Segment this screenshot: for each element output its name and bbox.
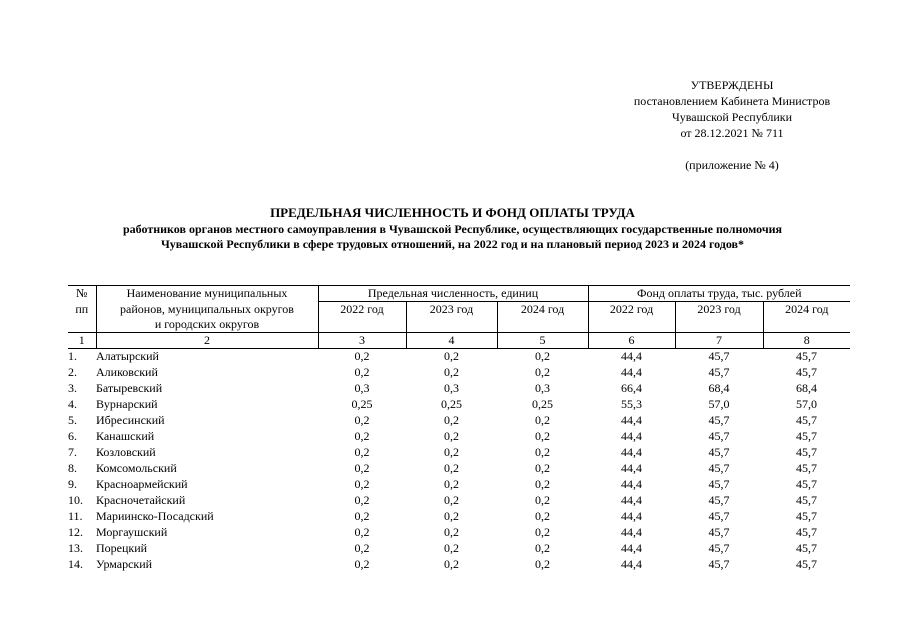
fund-2024-cell: 45,7	[796, 557, 818, 571]
table-row	[68, 365, 850, 381]
header-index-2: 2	[96, 332, 318, 348]
count-2023-cell: 0,2	[444, 461, 459, 475]
count-2022-cell: 0,2	[354, 477, 370, 491]
district-name-cell: Мариинско-Посадский	[96, 509, 214, 523]
count-2022-cell: 0,2	[354, 365, 370, 379]
table-row	[68, 541, 850, 557]
fund-2024-cell: 57,0	[796, 397, 818, 411]
row-number-cell: 9.	[68, 477, 77, 491]
fund-2023-cell: 45,7	[708, 509, 730, 523]
table-row	[68, 397, 850, 413]
fund-2023-cell: 45,7	[708, 429, 730, 443]
fund-2024-cell: 45,7	[796, 429, 818, 443]
district-name-cell: Батыревский	[96, 381, 163, 395]
count-2024-cell: 0,2	[535, 349, 550, 363]
fund-2022-cell: 55,3	[621, 397, 643, 411]
fund-2024-cell: 68,4	[796, 381, 818, 395]
count-2024-cell: 0,2	[535, 477, 550, 491]
header-group-fund: Фонд оплаты труда, тыс. рублей	[588, 286, 850, 302]
fund-2023-cell: 68,4	[708, 381, 730, 395]
header-year-fund-2022: 2022 год	[588, 302, 675, 333]
fund-2022-cell: 44,4	[621, 477, 643, 491]
fund-2023-cell: 45,7	[708, 477, 730, 491]
count-2024-cell: 0,2	[535, 413, 550, 427]
header-index-3: 3	[318, 332, 406, 348]
header-year-count-2022: 2022 год	[318, 302, 406, 333]
count-2022-cell: 0,2	[354, 557, 370, 571]
row-number-cell: 1.	[68, 349, 77, 363]
count-2023-cell: 0,2	[444, 365, 459, 379]
fund-2023-cell: 45,7	[708, 557, 730, 571]
fund-2024-cell: 45,7	[796, 461, 818, 475]
table-row	[68, 509, 850, 525]
fund-2022-cell: 44,4	[621, 365, 643, 379]
header-year-count-2023: 2023 год	[406, 302, 497, 333]
approval-block	[612, 77, 852, 173]
fund-2022-cell: 44,4	[621, 349, 643, 363]
fund-2023-cell: 45,7	[708, 445, 730, 459]
approval-heading: УТВЕРЖДЕНЫ	[690, 78, 774, 92]
row-number-cell: 8.	[68, 461, 77, 475]
district-name-cell: Козловский	[96, 445, 156, 459]
appendix-label: (приложение № 4)	[685, 158, 779, 172]
fund-2023-cell: 45,7	[708, 413, 730, 427]
header-year-fund-2023: 2023 год	[675, 302, 763, 333]
count-2022-cell: 0,3	[354, 381, 370, 395]
table-body	[68, 348, 850, 573]
district-name-cell: Урмарский	[96, 557, 153, 571]
count-2023-cell: 0,3	[444, 381, 459, 395]
fund-2023-cell: 45,7	[708, 525, 730, 539]
table-row	[68, 461, 850, 477]
row-number-cell: 3.	[68, 381, 77, 395]
header-index-6: 6	[588, 332, 675, 348]
count-2023-cell: 0,2	[444, 413, 459, 427]
fund-2024-cell: 45,7	[796, 349, 818, 363]
table-row	[68, 477, 850, 493]
fund-2024-cell: 45,7	[796, 445, 818, 459]
fund-2023-cell: 45,7	[708, 541, 730, 555]
count-2024-cell: 0,25	[532, 397, 553, 411]
fund-2024-cell: 45,7	[796, 477, 818, 491]
fund-2022-cell: 44,4	[621, 557, 643, 571]
header-num-line1: №	[68, 286, 96, 302]
fund-2024-cell: 45,7	[796, 541, 818, 555]
fund-2023-cell: 45,7	[708, 493, 730, 507]
count-2024-cell: 0,2	[535, 493, 550, 507]
table-row	[68, 557, 850, 573]
header-year-count-2024: 2024 год	[497, 302, 588, 333]
fund-2024-cell: 45,7	[796, 525, 818, 539]
count-2022-cell: 0,2	[354, 445, 370, 459]
fund-2022-cell: 44,4	[621, 541, 643, 555]
table-row	[68, 413, 850, 429]
count-2024-cell: 0,2	[535, 509, 550, 523]
row-number-cell: 5.	[68, 413, 77, 427]
header-name-line2: районов, муниципальных округов	[96, 302, 318, 317]
fund-2024-cell: 45,7	[796, 509, 818, 523]
district-name-cell: Комсомольский	[96, 461, 177, 475]
fund-2022-cell: 44,4	[621, 509, 643, 523]
fund-2023-cell: 45,7	[708, 349, 730, 363]
row-number-cell: 10.	[68, 493, 83, 507]
fund-2024-cell: 45,7	[796, 365, 818, 379]
count-2022-cell: 0,2	[354, 413, 370, 427]
header-name-line1: Наименование муниципальных	[96, 286, 318, 302]
district-name-cell: Аликовский	[96, 365, 158, 379]
district-name-cell: Порецкий	[96, 541, 148, 555]
district-name-cell: Вурнарский	[96, 397, 158, 411]
count-2024-cell: 0,2	[535, 461, 550, 475]
row-number-cell: 2.	[68, 365, 77, 379]
approval-authority: постановлением Кабинета Министров	[633, 94, 831, 108]
district-name-cell: Красноармейский	[96, 477, 188, 491]
document-subtitle-line2: Чувашской Республики в сфере трудовых отношений, на 2022 год и на плановый период 2023 и 2024 годов*	[160, 237, 745, 251]
header-year-fund-2024: 2024 год	[763, 302, 850, 333]
district-name-cell: Красночетайский	[96, 493, 186, 507]
row-number-cell: 7.	[68, 445, 77, 459]
district-name-cell: Моргаушский	[96, 525, 168, 539]
document-title: ПРЕДЕЛЬНАЯ ЧИСЛЕННОСТЬ И ФОНД ОПЛАТЫ ТРУДА	[270, 205, 635, 220]
count-2023-cell: 0,2	[444, 445, 459, 459]
count-2024-cell: 0,2	[535, 557, 550, 571]
count-2022-cell: 0,2	[354, 349, 370, 363]
count-2022-cell: 0,2	[354, 509, 370, 523]
count-2023-cell: 0,2	[444, 557, 459, 571]
table-row	[68, 381, 850, 397]
count-2023-cell: 0,25	[441, 397, 462, 411]
header-name-line3: и городских округов	[96, 317, 318, 333]
header-num-line2: пп	[75, 301, 89, 316]
table-row	[68, 429, 850, 445]
header-num-spacer	[68, 317, 96, 333]
header-index-7: 7	[675, 332, 763, 348]
count-2022-cell: 0,2	[354, 541, 370, 555]
count-2023-cell: 0,2	[444, 525, 459, 539]
row-number-cell: 12.	[68, 525, 83, 539]
header-index-4: 4	[406, 332, 497, 348]
approval-date-number: от 28.12.2021 № 711	[680, 126, 784, 140]
count-2022-cell: 0,2	[354, 493, 370, 507]
district-name-cell: Алатырский	[96, 349, 159, 363]
count-2023-cell: 0,2	[444, 509, 459, 523]
count-2023-cell: 0,2	[444, 429, 459, 443]
limits-table	[68, 285, 850, 573]
row-number-cell: 6.	[68, 429, 77, 443]
fund-2024-cell: 45,7	[796, 493, 818, 507]
count-2023-cell: 0,2	[444, 477, 459, 491]
count-2024-cell: 0,2	[535, 525, 550, 539]
header-index-8: 8	[763, 332, 850, 348]
count-2022-cell: 0,2	[354, 461, 370, 475]
row-number-cell: 11.	[68, 509, 83, 523]
fund-2024-cell: 45,7	[796, 413, 818, 427]
count-2023-cell: 0,2	[444, 541, 459, 555]
row-number-cell: 4.	[68, 397, 77, 411]
fund-2023-cell: 45,7	[708, 461, 730, 475]
count-2024-cell: 0,2	[535, 365, 550, 379]
header-index-5: 5	[497, 332, 588, 348]
table-row	[68, 445, 850, 461]
count-2022-cell: 0,2	[354, 429, 370, 443]
document-subtitle-line1: работников органов местного самоуправления в Чувашской Республике, осуществляющих государственные полномочия	[122, 222, 783, 236]
fund-2022-cell: 44,4	[621, 413, 643, 427]
count-2024-cell: 0,2	[535, 541, 550, 555]
approval-republic: Чувашской Республики	[671, 110, 793, 124]
fund-2022-cell: 66,4	[621, 381, 643, 395]
fund-2022-cell: 44,4	[621, 445, 643, 459]
fund-2022-cell: 44,4	[621, 525, 643, 539]
header-group-count: Предельная численность, единиц	[318, 286, 588, 302]
count-2024-cell: 0,2	[535, 429, 550, 443]
table-row	[68, 493, 850, 509]
row-number-cell: 14.	[68, 557, 83, 571]
fund-2023-cell: 45,7	[708, 365, 730, 379]
fund-2022-cell: 44,4	[621, 461, 643, 475]
count-2022-cell: 0,2	[354, 525, 370, 539]
district-name-cell: Канашский	[96, 429, 155, 443]
row-number-cell: 13.	[68, 541, 83, 555]
table-row	[68, 525, 850, 541]
district-name-cell: Ибресинский	[96, 413, 165, 427]
fund-2022-cell: 44,4	[621, 493, 643, 507]
header-index-1: 1	[68, 332, 96, 348]
count-2023-cell: 0,2	[444, 349, 459, 363]
fund-2023-cell: 57,0	[708, 397, 730, 411]
fund-2022-cell: 44,4	[621, 429, 643, 443]
count-2024-cell: 0,3	[535, 381, 550, 395]
count-2023-cell: 0,2	[444, 493, 459, 507]
count-2024-cell: 0,2	[535, 445, 550, 459]
count-2022-cell: 0,25	[351, 397, 373, 411]
table-row	[68, 348, 850, 365]
